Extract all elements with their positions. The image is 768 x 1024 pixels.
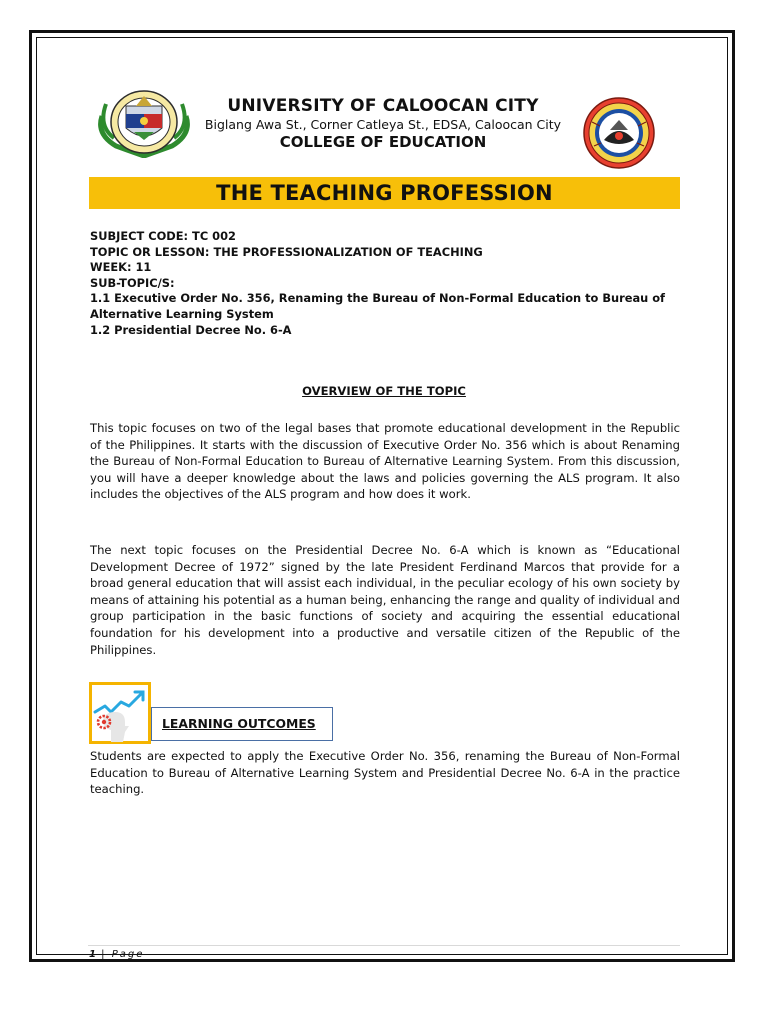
document-title-banner xyxy=(89,177,680,209)
university-address: Biglang Awa St., Corner Catleya St., EDSA, Caloocan City xyxy=(204,117,562,132)
subject-code: SUBJECT CODE: TC 002 xyxy=(90,229,236,243)
learning-outcomes-heading: LEARNING OUTCOMES xyxy=(162,716,316,731)
overview-heading: OVERVIEW OF THE TOPIC xyxy=(302,384,466,398)
week: WEEK: 11 xyxy=(90,260,152,275)
subtopic-item: 1.1 Executive Order No. 356, Renaming the Bureau of Non-Formal Education to Bureau of Alternative Learning System xyxy=(90,291,666,321)
university-seal-logo xyxy=(96,86,192,158)
subtopics-label: SUB-TOPIC/S: xyxy=(90,275,175,290)
learning-outcomes-box xyxy=(151,707,333,741)
overview-paragraph: This topic focuses on two of the legal bases that promote educational development in the Republic of the Philippines. It starts with the discussion of Executive Order No. 356 which is about Renaming the Bureau of Non-Formal Education to Bureau of Alternative Learning System. From this discussion, you will have a deeper knowledge about the laws and policies governing the ALS program. It also includes the objectives of the ALS program and how does it work. xyxy=(90,421,680,502)
topic-lesson: TOPIC OR LESSON: THE PROFESSIONALIZATION OF TEACHING xyxy=(90,244,483,259)
footer-divider xyxy=(88,945,680,946)
college-name: COLLEGE OF EDUCATION xyxy=(279,133,487,151)
lesson-meta xyxy=(90,229,682,338)
page-footer xyxy=(89,949,144,960)
learning-outcomes-text: Students are expected to apply the Executive Order No. 356, renaming the Bureau of Non-Formal Education to Bureau of Alternative Learning System and Presidential Decree No. 6-A in the practice teaching. xyxy=(90,749,680,797)
growth-chart-icon xyxy=(89,682,151,744)
page-number: 1 xyxy=(89,949,96,960)
subtopic-item: 1.2 Presidential Decree No. 6-A xyxy=(90,322,292,337)
document-header xyxy=(190,96,576,152)
university-name: UNIVERSITY OF CALOOCAN CITY xyxy=(227,96,539,116)
college-seal-logo xyxy=(582,96,656,170)
page-label: | Page xyxy=(101,949,145,960)
overview-paragraph: The next topic focuses on the Presidential Decree No. 6-A which is known as “Educational Development Decree of 1972” signed by the late President Ferdinand Marcos that provide for a broad general education that will assist each individual, in the peculiar ecology of his own society by means of attaining his potential as a human being, enhancing the range and quality of individual and group participation in the basic functions of society and acquiring the essential educational foundation for his development into a productive and versatile citizen of the Republic of the Philippines. xyxy=(90,543,680,657)
document-title: THE TEACHING PROFESSION xyxy=(216,181,553,205)
